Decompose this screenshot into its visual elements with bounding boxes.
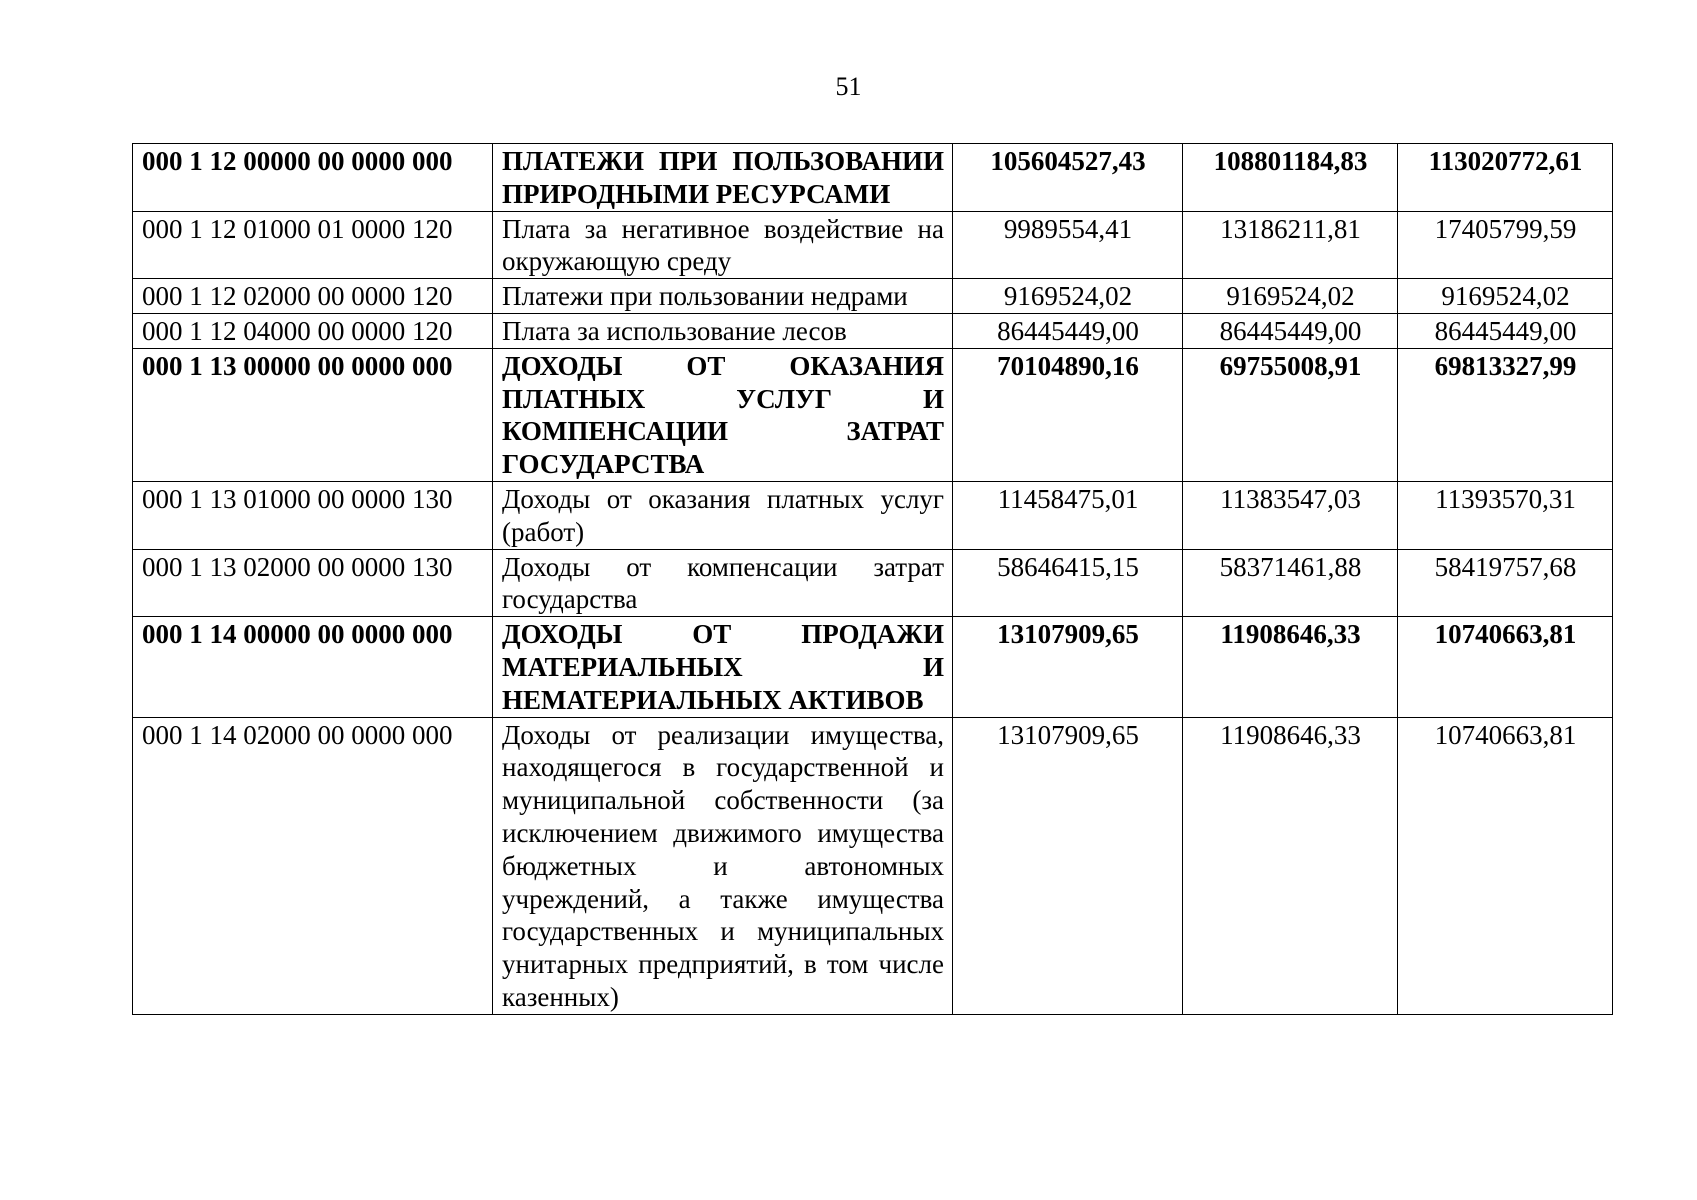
table-row — [133, 549, 1613, 617]
row-name: ДОХОДЫ ОТ ОКАЗАНИЯ ПЛАТНЫХ УСЛУГ И КОМПЕНСАЦИИ ЗАТРАТ ГОСУДАРСТВА — [493, 348, 953, 481]
row-code: 000 1 12 01000 01 0000 120 — [133, 211, 493, 279]
row-value-2: 13186211,81 — [1183, 211, 1398, 279]
row-value-3: 86445449,00 — [1398, 313, 1613, 348]
row-code: 000 1 12 02000 00 0000 120 — [133, 279, 493, 314]
row-value-2: 9169524,02 — [1183, 279, 1398, 314]
row-value-1: 13107909,65 — [953, 717, 1183, 1014]
row-value-2: 86445449,00 — [1183, 313, 1398, 348]
row-value-3: 113020772,61 — [1398, 144, 1613, 212]
row-code: 000 1 13 02000 00 0000 130 — [133, 549, 493, 617]
row-code: 000 1 14 00000 00 0000 000 — [133, 617, 493, 717]
page-number: 51 — [835, 72, 862, 101]
table-row — [133, 348, 1613, 481]
row-value-3: 10740663,81 — [1398, 617, 1613, 717]
row-value-2: 11908646,33 — [1183, 717, 1398, 1014]
budget-table — [132, 143, 1613, 1015]
row-code: 000 1 14 02000 00 0000 000 — [133, 717, 493, 1014]
row-value-3: 9169524,02 — [1398, 279, 1613, 314]
row-name: Доходы от оказания платных услуг (работ) — [493, 481, 953, 549]
row-value-1: 70104890,16 — [953, 348, 1183, 481]
row-value-1: 11458475,01 — [953, 481, 1183, 549]
row-value-2: 11908646,33 — [1183, 617, 1398, 717]
row-name: Плата за использование лесов — [493, 313, 953, 348]
row-value-1: 13107909,65 — [953, 617, 1183, 717]
row-value-3: 69813327,99 — [1398, 348, 1613, 481]
row-code: 000 1 12 00000 00 0000 000 — [133, 144, 493, 212]
row-value-2: 11383547,03 — [1183, 481, 1398, 549]
table-row — [133, 313, 1613, 348]
row-value-2: 108801184,83 — [1183, 144, 1398, 212]
row-value-3: 17405799,59 — [1398, 211, 1613, 279]
row-value-1: 58646415,15 — [953, 549, 1183, 617]
table-row — [133, 279, 1613, 314]
row-value-1: 86445449,00 — [953, 313, 1183, 348]
row-value-3: 11393570,31 — [1398, 481, 1613, 549]
row-name: Доходы от реализации имущества, находящегося в государственной и муниципальной собственности (за исключением движимого имущества бюджетных и автономных учреждений, а также имущества государственных и муниципальных унитарных предприятий, в том числе казенных) — [493, 717, 953, 1014]
table-row — [133, 211, 1613, 279]
table-row — [133, 481, 1613, 549]
row-name: ПЛАТЕЖИ ПРИ ПОЛЬЗОВАНИИ ПРИРОДНЫМИ РЕСУРСАМИ — [493, 144, 953, 212]
row-name: Платежи при пользовании недрами — [493, 279, 953, 314]
row-code: 000 1 13 01000 00 0000 130 — [133, 481, 493, 549]
row-name: ДОХОДЫ ОТ ПРОДАЖИ МАТЕРИАЛЬНЫХ И НЕМАТЕРИАЛЬНЫХ АКТИВОВ — [493, 617, 953, 717]
row-value-2: 58371461,88 — [1183, 549, 1398, 617]
row-value-3: 10740663,81 — [1398, 717, 1613, 1014]
row-name: Доходы от компенсации затрат государства — [493, 549, 953, 617]
table-row — [133, 617, 1613, 717]
row-code: 000 1 13 00000 00 0000 000 — [133, 348, 493, 481]
row-name: Плата за негативное воздействие на окружающую среду — [493, 211, 953, 279]
row-value-3: 58419757,68 — [1398, 549, 1613, 617]
row-value-1: 9169524,02 — [953, 279, 1183, 314]
table-row — [133, 717, 1613, 1014]
table-row — [133, 144, 1613, 212]
row-code: 000 1 12 04000 00 0000 120 — [133, 313, 493, 348]
row-value-2: 69755008,91 — [1183, 348, 1398, 481]
row-value-1: 105604527,43 — [953, 144, 1183, 212]
row-value-1: 9989554,41 — [953, 211, 1183, 279]
